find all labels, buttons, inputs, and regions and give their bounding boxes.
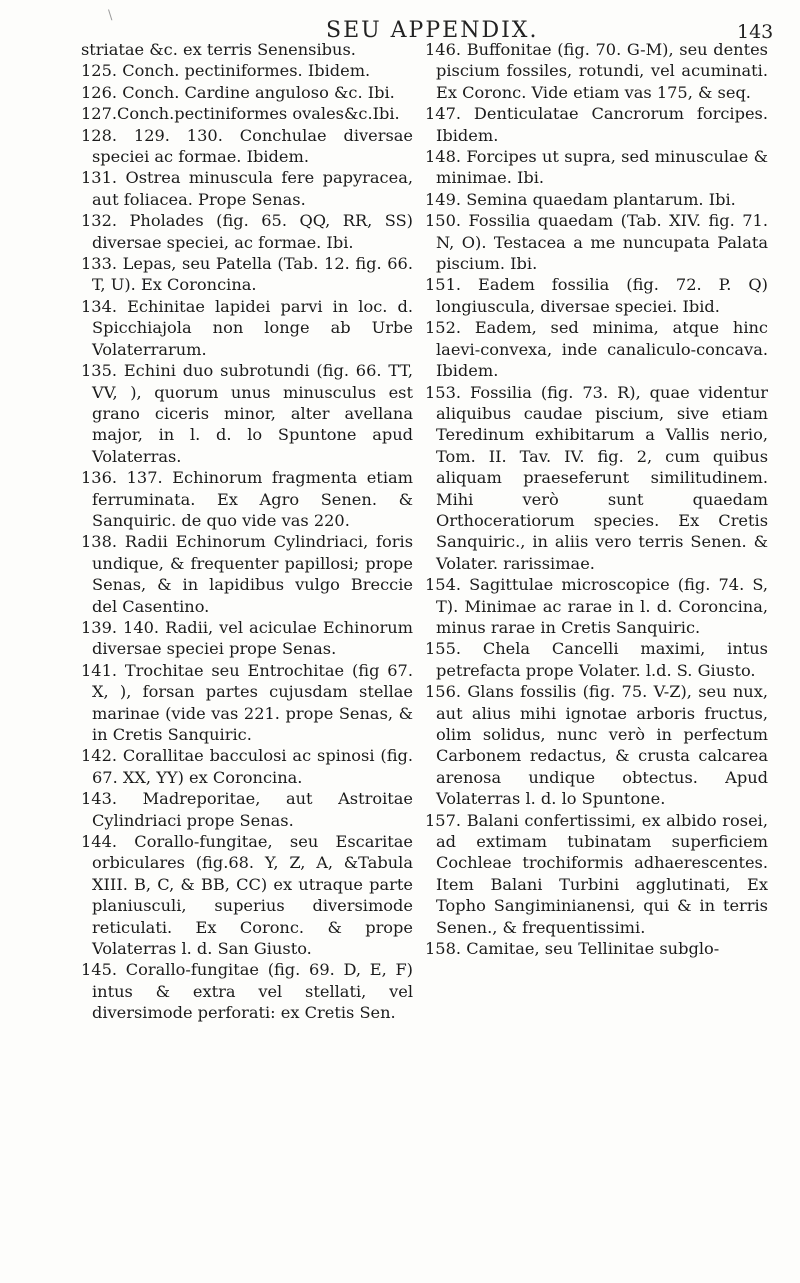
entry-155: 155. Chela Cancelli maximi, intus petrefacta prope Volater. l.d. S. Giusto.: [425, 639, 768, 680]
entry-139: 139. 140. Radii, vel aciculae Echinorum diversae speciei prope Senas.: [81, 617, 413, 659]
entry-157: 157. Balani confertissimi, ex albido rosei, ad extimam tubinatam superficiem Cochleae trochiformis adhaerescentes. Item Balani Turbini agglutinati, Ex Topho Sangiminianensi, qui & in terris Senen., & frequentissimi.: [425, 810, 768, 937]
entry-152: 152. Eadem, sed minima, atque hinc laevi-convexa, inde canaliculo-concava. Ibidem.: [425, 318, 768, 381]
entry-146: 146. Buffonitae (fig. 70. G-M), seu dentes piscium fossiles, rotundi, vel acuminati. Ex Coronc. Vide etiam vas 175, & seq.: [425, 40, 768, 102]
entry-151: 151. Eadem fossilia (fig. 72. P. Q) longiuscula, diversae speciei. Ibid.: [425, 275, 768, 316]
margin-mark: \: [108, 8, 113, 23]
entry-153: 153. Fossilia (fig. 73. R), quae videntur aliquibus caudae piscium, sive etiam Teredinum exhibitarum a Vallis nerio, Tom. II. Tav. IV. fig. 2, cum quibus aliquam praeseferunt similitudinem. Mihi verò sunt quaedam Orthoceratiorum species. Ex Cretis Sanquiric., in aliis vero terris Senen. & Volater. rarissimae.: [425, 382, 768, 573]
entry-138: 138. Radii Echinorum Cylindriaci, foris undique, & frequenter papillosi; prope Senas, & in lapidibus vulgo Breccie del Casentino.: [81, 532, 413, 616]
entry-150: 150. Fossilia quaedam (Tab. XIV. fig. 71. N, O). Testacea a me nuncupata Palata piscium. Ibi.: [425, 211, 768, 274]
entry-136: 136. 137. Echinorum fragmenta etiam ferruminata. Ex Agro Senen. & Sanquiric. de quo vide vas 220.: [81, 468, 413, 530]
entry-125: 125. Conch. pectiniformes. Ibidem.: [81, 61, 371, 81]
entry-142: 142. Corallitae bacculosi ac spinosi (fig. 67. XX, YY) ex Coroncina.: [81, 746, 413, 787]
entry-149: 149. Semina quaedam plantarum. Ibi.: [425, 189, 736, 209]
running-title: SEU APPENDIX.: [326, 18, 539, 43]
entry-128: 128. 129. 130. Conchulae diversae speciei ac formae. Ibidem.: [81, 125, 413, 167]
entry-126: 126. Conch. Cardine anguloso &c. Ibi.: [81, 82, 395, 102]
right-column: [425, 39, 768, 959]
entry-145: 145. Corallo-fungitae (fig. 69. D, E, F) intus & extra vel stellati, vel diversimode perforati: ex Cretis Sen.: [81, 960, 413, 1023]
entry-156: 156. Glans fossilis (fig. 75. V-Z), seu nux, aut alius mihi ignotae arboris fructus, olim solidus, nunc verò in perfectum Carbonem redactus, & crusta calcarea arenosa undique obtectus. Apud Volaterras l. d. lo Spuntone.: [425, 682, 768, 809]
entry-141: 141. Trochitae seu Entrochitae (fig 67. X, ), forsan partes cujusdam stellae marinae (vide vas 221. prope Senas, & in Cretis Sanquiric.: [81, 660, 413, 744]
entry-144: 144. Corallo-fungitae, seu Escaritae orbiculares (fig.68. Y, Z, A, &Tabula XIII. B, C, & BB, CC) ex utraque parte planiusculi, superius diversimode reticulati. Ex Coronc. & prope Volaterras l. d. San Giusto.: [81, 832, 413, 959]
entry-154: 154. Sagittulae microscopice (fig. 74. S, T). Minimae ac rarae in l. d. Coroncina, minus rarae in Cretis Sanquiric.: [425, 575, 768, 637]
entry-147: 147. Denticulatae Cancrorum forcipes. Ibidem.: [425, 104, 768, 145]
entry-143: 143. Madreporitae, aut Astroitae Cylindriaci prope Senas.: [81, 789, 413, 830]
entry-133: 133. Lepas, seu Patella (Tab. 12. fig. 66. T, U). Ex Coroncina.: [81, 254, 413, 295]
page-number: 143: [737, 21, 774, 43]
left-column: [81, 39, 413, 1024]
entry-continuation: striatae &c. ex terris Senensibus.: [81, 40, 356, 59]
entry-134: 134. Echinitae lapidei parvi in loc. d. Spicchiajola non longe ab Urbe Volaterrarum.: [81, 296, 413, 359]
entry-148: 148. Forcipes ut supra, sed minusculae & minimae. Ibi.: [425, 147, 768, 188]
entry-158: 158. Camitae, seu Tellinitae subglo-: [425, 939, 720, 959]
entry-135: 135. Echini duo subrotundi (fig. 66. TT, VV, ), quorum unus minusculus est grano ciceris minor, alter avellana major, in l. d. lo Spuntone apud Volaterras.: [81, 361, 413, 466]
entry-131: 131. Ostrea minuscula fere papyracea, aut foliacea. Prope Senas.: [81, 168, 413, 209]
entry-132: 132. Pholades (fig. 65. QQ, RR, SS) diversae speciei, ac formae. Ibi.: [81, 211, 413, 252]
entry-127: 127.Conch.pectiniformes ovales&c.Ibi.: [81, 104, 400, 124]
